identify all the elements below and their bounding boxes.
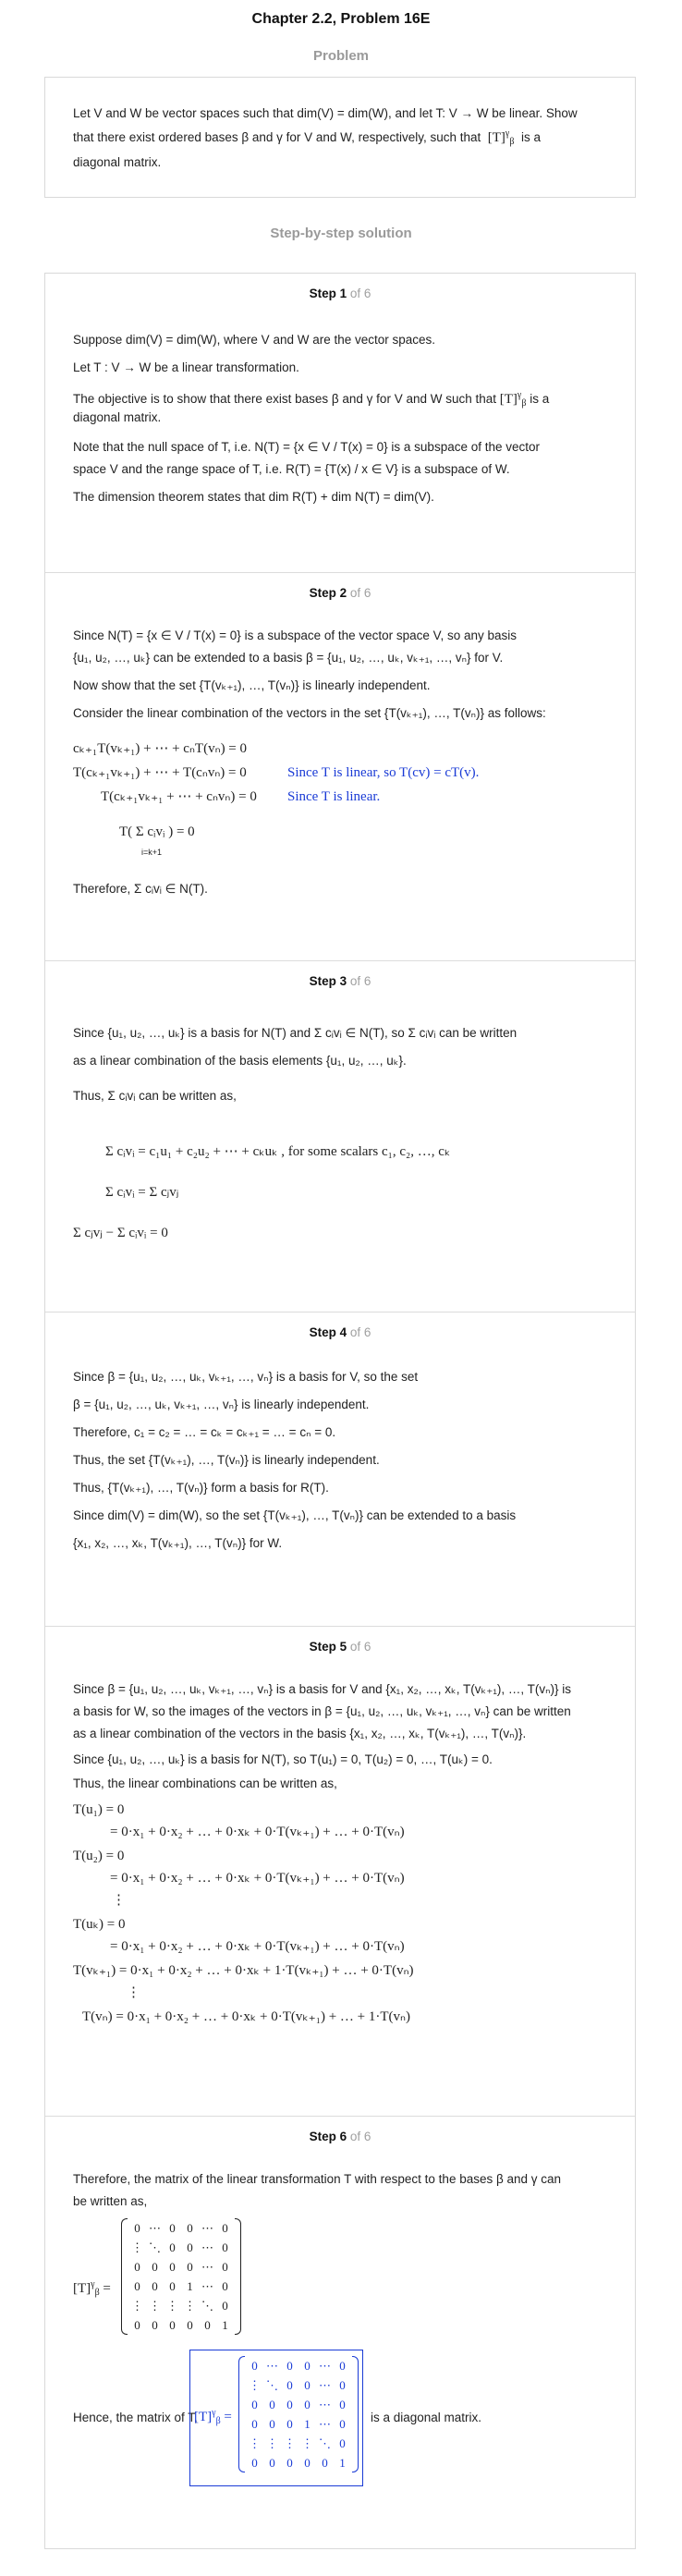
step-5-of: of 6 (349, 1640, 371, 1654)
step-1-of: of 6 (349, 287, 371, 300)
matrix-cell: 0 (187, 2220, 193, 2235)
step-6-header (45, 2130, 635, 2143)
step-3-line-2: as a linear combination of the basis elements {u₁, u₂, …, uₖ}. (73, 1054, 407, 1068)
matrix-cell: 0 (322, 2455, 328, 2470)
step-2-eq-3: T(cₖ₊₁vₖ₊₁ + ⋯ + cₙvₙ) = 0 (101, 789, 257, 804)
step-3-header (45, 974, 635, 988)
notation-T: [T] (487, 130, 505, 145)
matrix-cell: 1 (304, 2416, 311, 2431)
matrix-cell: 0 (169, 2317, 176, 2332)
step-6-line-1: Therefore, the matrix of the linear transformation T with respect to the bases β and γ can (73, 2172, 562, 2186)
step-2-label: Step 2 (309, 586, 347, 600)
matrix-cell: 0 (286, 2358, 293, 2373)
matrix-cell: ⋮ (284, 2436, 296, 2450)
matrix-cell: 0 (251, 2358, 258, 2373)
step-6-answer-box (189, 2350, 363, 2486)
step-1-line-5: Note that the null space of T, i.e. N(T) = {x ∈ V / T(x) = 0} is a subspace of the vector (73, 440, 541, 454)
matrix-cell: 0 (339, 2377, 346, 2392)
matrix-cell: 0 (304, 2377, 311, 2392)
matrix-cell: 0 (251, 2416, 258, 2431)
step-4-line-5: Thus, {T(vₖ₊₁), …, T(vₙ)} form a basis for R(T). (73, 1481, 329, 1495)
step-2-header (45, 586, 635, 600)
matrix-cell: 0 (204, 2317, 211, 2332)
matrix-cell: ⋯ (201, 2220, 213, 2235)
step-2 (45, 573, 635, 961)
matrix-2-table (246, 2356, 351, 2472)
step-1-line-6: space V and the range space of T, i.e. R(T) = {T(x) / x ∈ V} is a subspace of W. (73, 462, 510, 476)
matrix-cell: ⋮ (301, 2436, 313, 2450)
matrix-row (128, 2238, 234, 2257)
matrix-cell: 0 (304, 2455, 311, 2470)
step-5-header (45, 1640, 635, 1654)
matrix-cell: 0 (286, 2455, 293, 2470)
step-5-line-3: as a linear combination of the vectors in the basis {x₁, x₂, …, xₖ, T(vₖ₊₁), …, T(vₙ)}. (73, 1727, 527, 1740)
step-3-label: Step 3 (309, 974, 347, 988)
matrix-cell: 0 (169, 2240, 176, 2254)
step-4 (45, 1312, 635, 1627)
step-6-matrix-1 (128, 2218, 234, 2335)
matrix-cell: ⋯ (201, 2259, 213, 2274)
matrix-row (246, 2453, 351, 2472)
matrix-cell: ⋮ (249, 2377, 261, 2392)
problem-line-1: Let V and W be vector spaces such that dim(V) = dim(W), and let T: V → W be linear. Show (73, 106, 578, 120)
notation-sup: γ (505, 128, 510, 139)
matrix-cell: 0 (222, 2220, 228, 2235)
problem-box (44, 77, 636, 198)
matrix-row (246, 2356, 351, 2375)
matrix-1-T: [T] (73, 2281, 91, 2296)
matrix-row (246, 2395, 351, 2414)
matrix-cell: ⋯ (266, 2358, 278, 2373)
matrix-1-left-bracket (121, 2218, 128, 2335)
matrix-cell: 0 (339, 2416, 346, 2431)
matrix-1-sub: β (94, 2288, 100, 2298)
step-1-line-4: diagonal matrix. (73, 410, 162, 424)
matrix-cell: 0 (169, 2259, 176, 2274)
matrix-2-right-bracket (352, 2356, 359, 2472)
step-2-note-2: Since T is linear. (287, 789, 381, 804)
matrix-cell: 0 (222, 2278, 228, 2293)
step-5-eq-6: = 0·x₁ + 0·x₂ + … + 0·xₖ + 0·T(vₖ₊₁) + … + 0·T(vₙ) (110, 1939, 405, 1954)
step-2-line-9: Therefore, Σ cᵢvᵢ ∈ N(T). (73, 882, 208, 896)
matrix-cell: 0 (222, 2259, 228, 2274)
step-1-line-3-text: The objective is to show that there exist bases β and γ for V and W such that (73, 392, 496, 406)
matrix-cell: 1 (222, 2317, 228, 2332)
step-5-eq-2: = 0·x₁ + 0·x₂ + … + 0·xₖ + 0·T(vₖ₊₁) + … + 0·T(vₙ) (110, 1825, 405, 1839)
matrix-cell: ⋮ (149, 2298, 161, 2313)
step-3-eq-3: Σ cⱼvⱼ − Σ cᵢvᵢ = 0 (73, 1226, 168, 1240)
matrix-cell: 0 (304, 2358, 311, 2373)
matrix-2-sup: γ (212, 2408, 216, 2418)
step-4-of: of 6 (349, 1325, 371, 1339)
matrix-cell: 0 (169, 2220, 176, 2235)
step-3-eq-1: Σ cᵢvᵢ = c₁u₁ + c₂u₂ + ⋯ + cₖuₖ , for some scalars c₁, c₂, …, cₖ (105, 1144, 451, 1159)
step-5-eq-8: T(vₙ) = 0·x₁ + 0·x₂ + … + 0·xₖ + 0·T(vₖ₊₁) + … + 1·T(vₙ) (82, 2009, 410, 2024)
matrix-cell: 0 (134, 2317, 140, 2332)
matrix-cell: ⋮ (184, 2298, 196, 2313)
matrix-cell: 0 (286, 2397, 293, 2411)
problem-line-2 (73, 124, 607, 153)
step-5-line-4: Since {u₁, u₂, …, uₖ} is a basis for N(T), so T(u₁) = 0, T(u₂) = 0, …, T(uₖ) = 0. (73, 1752, 493, 1766)
matrix-cell: 0 (339, 2436, 346, 2450)
page-title: Chapter 2.2, Problem 16E (251, 11, 431, 27)
matrix-cell: 0 (286, 2416, 293, 2431)
step-1-line-1: Suppose dim(V) = dim(W), where V and W are the vector spaces. (73, 333, 436, 347)
step-4-line-6: Since dim(V) = dim(W), so the set {T(vₖ₊₁), …, T(vₙ)} can be extended to a basis (73, 1508, 517, 1522)
matrix-cell: 0 (152, 2317, 158, 2332)
matrix-cell: ⋯ (201, 2278, 213, 2293)
step-6-of: of 6 (349, 2130, 371, 2143)
step-6-line-3: Hence, the matrix of T, (73, 2411, 198, 2424)
step-1-line-7: The dimension theorem states that dim R(T) + dim N(T) = dim(V). (73, 490, 434, 504)
steps-container (44, 273, 636, 2549)
step-1-line-2: Let T : V → W be a linear transformation. (73, 360, 299, 374)
matrix-cell: 1 (187, 2278, 193, 2293)
step-2-line-1: Since N(T) = {x ∈ V / T(x) = 0} is a subspace of the vector space V, so any basis (73, 629, 517, 642)
step-3-eq-2: Σ cᵢvᵢ = Σ cⱼvⱼ (105, 1185, 179, 1200)
matrix-cell: ⋯ (319, 2358, 331, 2373)
matrix-cell: ⋯ (319, 2397, 331, 2411)
matrix-cell: 0 (269, 2416, 275, 2431)
matrix-cell: 0 (152, 2278, 158, 2293)
step-4-line-1: Since β = {u₁, u₂, …, uₖ, vₖ₊₁, …, vₙ} is a basis for V, so the set (73, 1370, 419, 1384)
matrix-cell: 0 (269, 2397, 275, 2411)
matrix-cell: ⋮ (266, 2436, 278, 2450)
matrix-row (128, 2296, 234, 2315)
matrix-2-sub: β (215, 2416, 221, 2426)
step-2-line-3: Now show that the set {T(vₖ₊₁), …, T(vₙ)} is linearly independent. (73, 678, 431, 692)
matrix-cell: 0 (134, 2259, 140, 2274)
step-2-eq-1: cₖ₊₁T(vₖ₊₁) + ⋯ + cₙT(vₙ) = 0 (73, 741, 248, 756)
step-2-of: of 6 (349, 586, 371, 600)
matrix-cell: 0 (187, 2240, 193, 2254)
step-5-vdots-2: ⋮ (127, 1985, 140, 2000)
matrix-1-right-bracket (235, 2218, 241, 2335)
step-6 (45, 2117, 635, 2550)
matrix-1-table (128, 2218, 234, 2335)
matrix-cell: 1 (339, 2455, 346, 2470)
matrix-cell: ⋱ (319, 2436, 331, 2450)
step-4-line-3: Therefore, c₁ = c₂ = … = cₖ = cₖ₊₁ = … = cₙ = 0. (73, 1425, 336, 1439)
matrix-cell: ⋮ (249, 2436, 261, 2450)
step-2-line-4: Consider the linear combination of the vectors in the set {T(vₖ₊₁), …, T(vₙ)} as follows: (73, 706, 546, 720)
step-2-sum-bottom: i=k+1 (141, 848, 163, 857)
step-5-eq-5: T(uₖ) = 0 (73, 1917, 126, 1932)
step-2-line-2: {u₁, u₂, …, uₖ} can be extended to a basis β = {u₁, u₂, …, uₖ, vₖ₊₁, …, vₙ} for V. (73, 651, 504, 665)
matrix-cell: 0 (152, 2259, 158, 2274)
matrix-cell: ⋯ (319, 2377, 331, 2392)
step-5-vdots-1: ⋮ (112, 1893, 126, 1908)
step-4-line-2: β = {u₁, u₂, …, uₖ, vₖ₊₁, …, vₙ} is linearly independent. (73, 1398, 370, 1411)
step-6-matrix-2 (246, 2356, 351, 2472)
matrix-cell: 0 (286, 2377, 293, 2392)
solution-label: Step-by-step solution (270, 226, 412, 241)
matrix-2-T: [T] (194, 2410, 213, 2424)
step-3 (45, 961, 635, 1312)
step-5-eq-7: T(vₖ₊₁) = 0·x₁ + 0·x₂ + … + 0·xₖ + 1·T(vₖ₊₁) + … + 0·T(vₙ) (73, 1963, 414, 1978)
matrix-cell: 0 (222, 2298, 228, 2313)
problem-label: Problem (312, 48, 369, 64)
matrix-cell: 0 (187, 2317, 193, 2332)
step-3-line-1: Since {u₁, u₂, …, uₖ} is a basis for N(T) and Σ cᵢvᵢ ∈ N(T), so Σ cᵢvᵢ can be written (73, 1026, 518, 1040)
step-5-label: Step 5 (309, 1640, 347, 1654)
matrix-cell: ⋮ (131, 2240, 143, 2254)
step-6-label: Step 6 (309, 2130, 347, 2143)
step-5-eq-1: T(u₁) = 0 (73, 1802, 125, 1817)
matrix-cell: 0 (339, 2358, 346, 2373)
step-2-eq-2: T(cₖ₊₁vₖ₊₁) + ⋯ + T(cₙvₙ) = 0 (73, 765, 247, 780)
step-5-line-5: Thus, the linear combinations can be written as, (73, 1776, 337, 1790)
matrix-row (128, 2277, 234, 2296)
step-4-line-7: {x₁, x₂, …, xₖ, T(vₖ₊₁), …, T(vₙ)} for W. (73, 1536, 283, 1550)
matrix-cell: 0 (134, 2278, 140, 2293)
matrix-cell: ⋯ (319, 2416, 331, 2431)
matrix-cell: 0 (169, 2278, 176, 2293)
matrix-cell: ⋯ (201, 2240, 213, 2254)
step-6-matrix-2-label: $[T]^\gamma_\beta$ = (194, 2408, 232, 2426)
matrix-row (246, 2375, 351, 2395)
matrix-cell: ⋯ (149, 2220, 161, 2235)
matrix-cell: ⋱ (266, 2377, 278, 2392)
step-2-note-1: Since T is linear, so T(cv) = cT(v). (287, 765, 480, 780)
matrix-row (128, 2257, 234, 2277)
matrix-cell: 0 (251, 2397, 258, 2411)
step-6-line-2: be written as, (73, 2194, 148, 2208)
matrix-row (128, 2315, 234, 2335)
matrix-cell: 0 (251, 2455, 258, 2470)
step-4-label: Step 4 (309, 1325, 347, 1339)
matrix-cell: 0 (339, 2397, 346, 2411)
step-5-line-1: Since β = {u₁, u₂, …, uₖ, vₖ₊₁, …, vₙ} is a basis for V and {x₁, x₂, …, xₖ, T(vₖ₊₁), …, T(vₙ)} is (73, 1682, 571, 1696)
matrix-cell: 0 (187, 2259, 193, 2274)
step-3-of: of 6 (349, 974, 371, 988)
step-5-line-2: a basis for W, so the images of the vectors in β = {u₁, u₂, …, uₖ, vₖ₊₁, …, vₙ} can be written (73, 1704, 571, 1718)
step-5-eq-3: T(u₂) = 0 (73, 1849, 125, 1863)
step-2-eq-4: T( Σ cᵢvᵢ ) = 0 (119, 824, 195, 839)
matrix-cell: ⋮ (131, 2298, 143, 2313)
problem-line-2-text: that there exist ordered bases β and γ for V and W, respectively, such that (73, 130, 481, 144)
step-4-line-4: Thus, the set {T(vₖ₊₁), …, T(vₙ)} is linearly independent. (73, 1453, 380, 1467)
matrix-row (246, 2434, 351, 2453)
matrix-cell: 0 (134, 2220, 140, 2235)
step-6-line-4: is a diagonal matrix. (371, 2411, 482, 2424)
step-1 (45, 274, 635, 573)
step-5 (45, 1627, 635, 2117)
step-1-label: Step 1 (309, 287, 347, 300)
matrix-cell: ⋱ (201, 2298, 213, 2313)
matrix-2-left-bracket (238, 2356, 245, 2472)
matrix-cell: 0 (222, 2240, 228, 2254)
step-4-header (45, 1325, 635, 1339)
step-6-matrix-1-label: $[T]^\gamma_\beta$ = (73, 2279, 111, 2298)
matrix-row (246, 2414, 351, 2434)
matrix-row (128, 2218, 234, 2238)
problem-notation (484, 130, 518, 145)
matrix-1-sup: γ (91, 2279, 95, 2289)
matrix-cell: 0 (304, 2397, 311, 2411)
problem-line-2-end: is a (520, 130, 541, 144)
matrix-cell: ⋱ (149, 2240, 161, 2254)
step-1-notation: $[T]^\gamma_\beta$ (499, 390, 527, 409)
notation-sub: β (509, 137, 515, 147)
matrix-cell: 0 (269, 2455, 275, 2470)
step-1-header (45, 287, 635, 300)
matrix-cell: ⋮ (166, 2298, 178, 2313)
step-5-eq-4: = 0·x₁ + 0·x₂ + … + 0·xₖ + 0·T(vₖ₊₁) + … + 0·T(vₙ) (110, 1871, 405, 1886)
step-1-line-3-end: is a (530, 392, 550, 406)
problem-line-3: diagonal matrix. (73, 155, 162, 169)
step-3-line-3: Thus, Σ cᵢvᵢ can be written as, (73, 1089, 237, 1103)
